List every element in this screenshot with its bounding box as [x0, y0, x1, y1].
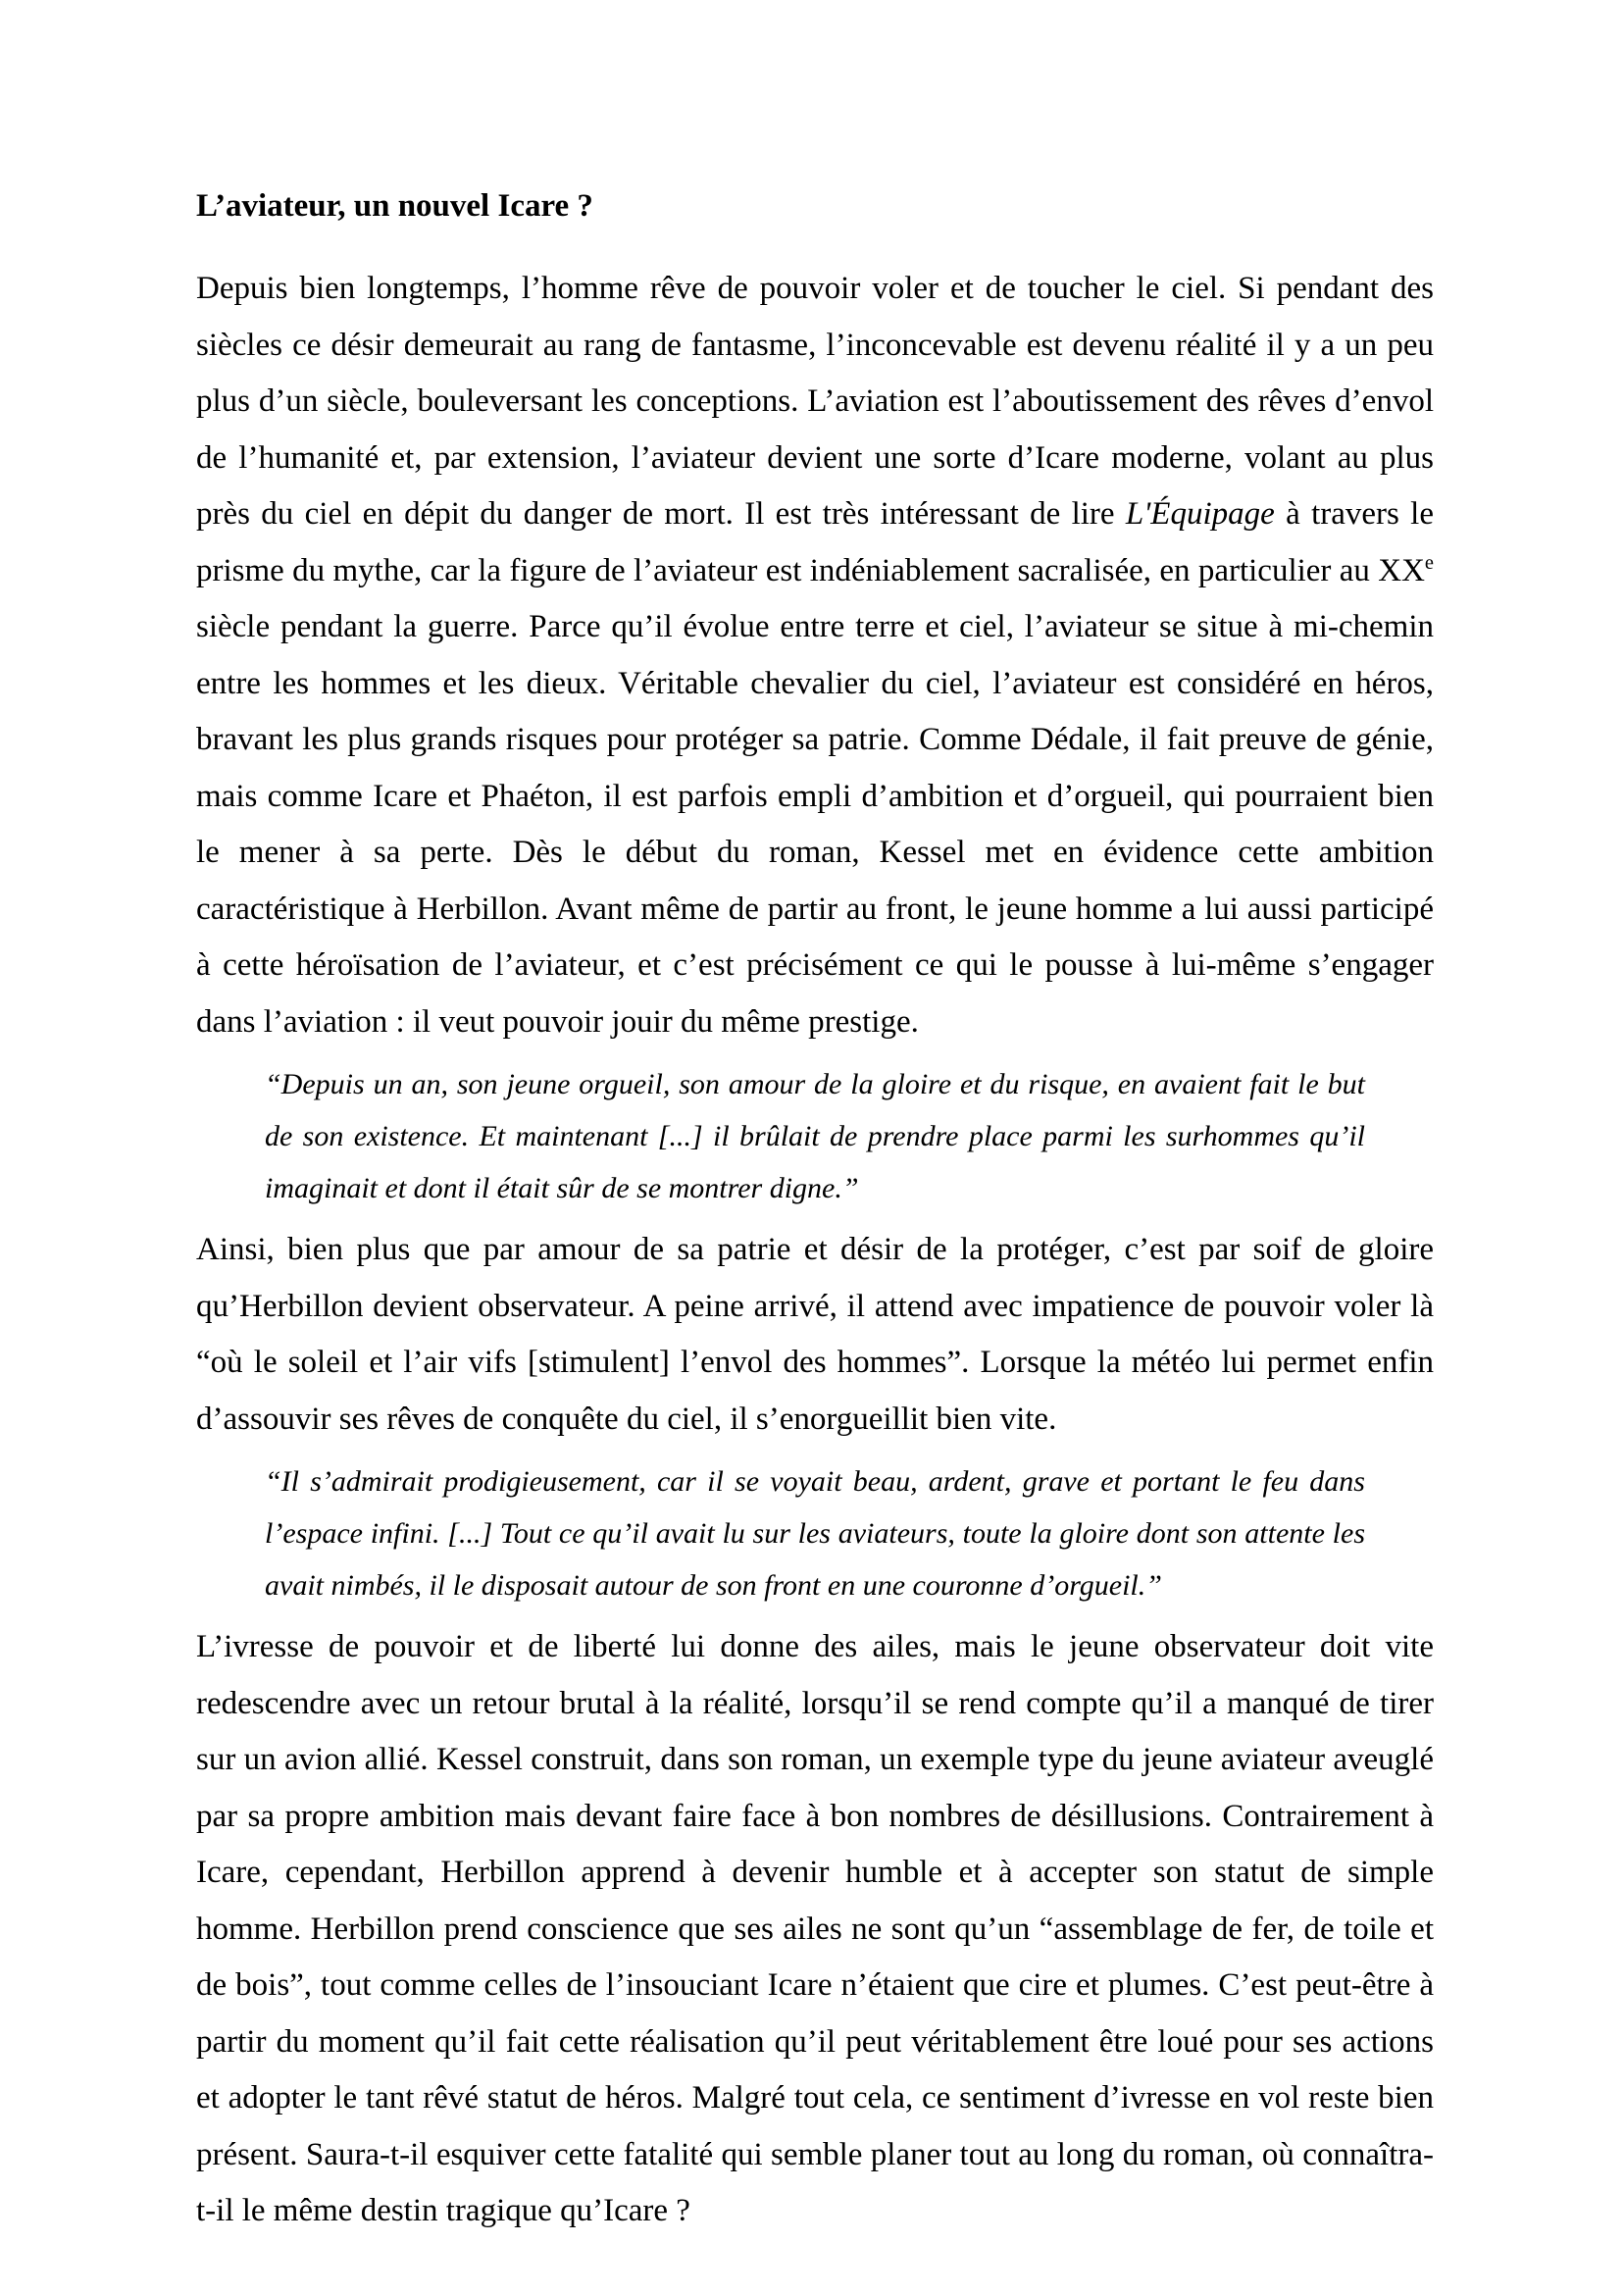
- ordinal-superscript: e: [1424, 551, 1434, 574]
- paragraph-intro: [196, 261, 1434, 1050]
- page-title: L’aviateur, un nouvel Icare ?: [196, 188, 593, 224]
- paragraph-text: Depuis bien longtemps, l’homme rêve de pouvoir voler et de toucher le ciel. Si pendant des siècles ce désir demeurait au rang de fantasme, l’inconcevable est devenu réalité il y a un peu plus d’un siècle, bouleversant les conceptions. L’aviation est l’aboutissement des rêves d’envol de l’humanité et, par extension, l’aviateur devient une sorte d’Icare moderne, volant au plus près du ciel en dépit du danger de mort. Il est très intéressant de lire: [196, 271, 1434, 532]
- document-content: [196, 186, 1434, 2240]
- paragraph-2: Ainsi, bien plus que par amour de sa patrie et désir de la protéger, c’est par soif de gloire qu’Herbillon devient observateur. A peine arrivé, il attend avec impatience de pouvoir voler là “où le soleil et l’air vifs [stimulent] l’envol des hommes”. Lorsque la météo lui permet enfin d’assouvir ses rêves de conquête du ciel, il s’enorgueillit bien vite.: [196, 1232, 1434, 1437]
- paragraph-text: à travers le prisme du mythe, car la figure de l’aviateur est indéniablement sacralisée, en particulier au XX: [196, 496, 1434, 588]
- paragraph-3: L’ivresse de pouvoir et de liberté lui donne des ailes, mais le jeune observateur doit vite redescendre avec un retour brutal à la réalité, lorsqu’il se rend compte qu’il a manqué de tirer sur un avion allié. Kessel construit, dans son roman, un exemple type du jeune aviateur aveuglé par sa propre ambition mais devant faire face à bon nombres de désillusions. Contrairement à Icare, cependant, Herbillon apprend à devenir humble et à accepter son statut de simple homme. Herbillon prend conscience que ses ailes ne sont qu’un “assemblage de fer, de toile et de bois”, tout comme celles de l’insouciant Icare n’étaient que cire et plumes. C’est peut-être à partir du moment qu’il fait cette réalisation qu’il peut véritablement être loué pour ses actions et adopter le tant rêvé statut de héros. Malgré tout cela, ce sentiment d’ivresse en vol reste bien présent. Saura-t-il esquiver cette fatalité qui semble planer tout au long du roman, où connaîtra-t-il le même destin tragique qu’Icare ?: [196, 1629, 1434, 2228]
- block-quote-2: “Il s’admirait prodigieusement, car il se voyait beau, ardent, grave et portant le feu dans l’espace infini. [...] Tout ce qu’il avait lu sur les aviateurs, toute la gloire dont son attente les avait nimbés, il le disposait autour de son front en une couronne d’orgueil.”: [265, 1465, 1365, 1602]
- block-quote-1: “Depuis un an, son jeune orgueil, son amour de la gloire et du risque, en avaient fait le but de son existence. Et maintenant [...] il brûlait de prendre place parmi les surhommes qu’il imaginait et dont il était sûr de se montrer digne.”: [265, 1068, 1365, 1204]
- book-title: L'Équipage: [1125, 496, 1275, 532]
- paragraph-text: siècle pendant la guerre. Parce qu’il évolue entre terre et ciel, l’aviateur se situe à mi-chemin entre les hommes et les dieux. Véritable chevalier du ciel, l’aviateur est considéré en héros, bravant les plus grands risques pour protéger sa patrie. Comme Dédale, il fait preuve de génie, mais comme Icare et Phaéton, il est parfois empli d’ambition et d’orgueil, qui pourraient bien le mener à sa perte. Dès le début du roman, Kessel met en évidence cette ambition caractéristique à Herbillon. Avant même de partir au front, le jeune homme a lui aussi participé à cette héroïsation de l’aviateur, et c’est précisément ce qui le pousse à lui-même s’engager dans l’aviation : il veut pouvoir jouir du même prestige.: [196, 609, 1434, 1040]
